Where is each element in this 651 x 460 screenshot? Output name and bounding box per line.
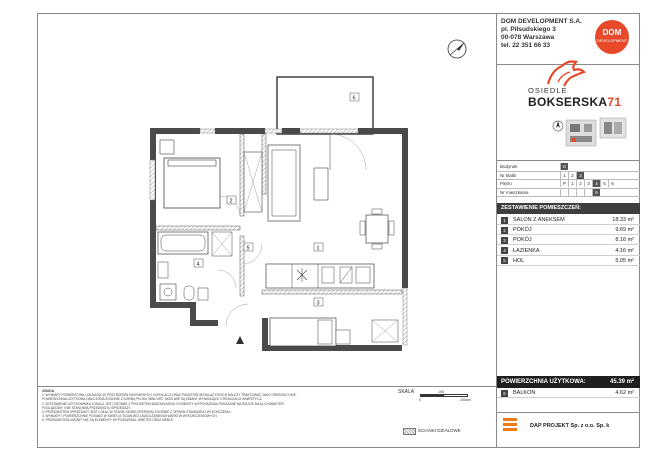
note-line: 3. PRZEDMIOTEM SPRZEDAŻY JEST LOKAL W STANIE DEWELOPERSKIM ZGODNIE Z OPISEM STANDARDU WYKOŃCZENIA. xyxy=(42,410,232,415)
info-cell: 5 xyxy=(600,180,608,187)
plan-label-2: 2 xyxy=(229,198,233,205)
room-name: BALKON xyxy=(513,390,536,396)
note-line: 5. PRZEDMIOTEM UMOWY NIE SĄ ELEMENTY WYPOSAŻENIA, WNĘTRZ ORAZ MEBLE. xyxy=(42,418,174,423)
info-row xyxy=(497,172,640,181)
walls-swatch xyxy=(403,428,416,435)
company-street: pl. Piłsudskiego 3 xyxy=(501,26,556,33)
info-label: Budynek xyxy=(500,164,518,169)
entrance-arrow-icon xyxy=(236,336,244,344)
room-name: POKÓJ xyxy=(513,237,532,244)
room-area: 8.16 m² xyxy=(615,237,634,244)
room-number: 3 xyxy=(501,237,508,244)
note-line: 2. ZESTAWIENIE UŻYTKOWNIKA LOKALU JEST ZGODNE Z PROJEKTEM BUDOWLANYM. ELEMENTY WYPOSAŻENIA POKAZANE NA RZUCIE MAJĄ CHARAKTER xyxy=(42,401,284,406)
info-cell: 6 xyxy=(608,180,616,187)
room-area: 4.62 m² xyxy=(615,390,634,396)
room-number: 4 xyxy=(501,247,508,254)
usable-area-value: 45.39 m² xyxy=(609,379,634,385)
notes-title: UWAGA xyxy=(42,389,55,393)
scale-mark: 0 xyxy=(419,398,421,402)
project-prefix: OSIEDLE xyxy=(528,86,568,95)
info-cell: 1 xyxy=(568,180,576,187)
note-line: 4. WYMIARY I POWIERZCHNIE PODANO W ŚWIETLE ŚCIAN BEZ UWZGLĘDNIENIA WARSTW WYKOŃCZENIOWYCH. xyxy=(42,414,218,419)
company-info xyxy=(501,18,582,50)
info-cell: 1 xyxy=(560,172,568,179)
info-row xyxy=(497,163,640,172)
horse-logo-icon xyxy=(540,56,590,88)
architect-name: DAP PROJEKT Sp. z o.o. Sp. k xyxy=(530,423,610,429)
plan-label-4: 4 xyxy=(196,261,200,268)
walls-legend: ŚCIANKI DZIAŁOWE xyxy=(418,428,461,433)
room-area: 4.16 m² xyxy=(615,247,634,254)
room-number: 5 xyxy=(501,257,508,264)
info-cell: 2 xyxy=(576,180,584,187)
info-cell: 4 xyxy=(592,180,600,187)
room-area: 18.33 m² xyxy=(612,217,634,223)
company-name: DOM DEVELOPMENT S.A. xyxy=(501,18,582,25)
scale-mark: 200cm xyxy=(460,398,471,402)
room-number: 6 xyxy=(501,390,508,397)
plan-label-5: 5 xyxy=(246,245,250,252)
divider xyxy=(496,160,640,161)
room-name: SALON Z ANEKSEM xyxy=(513,217,565,223)
info-cell xyxy=(560,189,568,196)
room-number: 1 xyxy=(501,217,508,224)
info-row xyxy=(497,189,640,198)
info-table xyxy=(497,163,640,197)
balcony-outline xyxy=(277,77,373,134)
room-row xyxy=(497,246,640,256)
room-number: 2 xyxy=(501,227,508,234)
info-cell: P xyxy=(560,180,568,187)
dom-logo-text: DOM xyxy=(602,28,622,37)
plan-label-3: 3 xyxy=(316,300,320,307)
notes-block xyxy=(42,389,372,423)
room-row xyxy=(497,235,640,245)
room-row xyxy=(497,225,640,235)
room-name: POKÓJ xyxy=(513,227,532,234)
dom-logo-sub: DEVELOPMENT xyxy=(596,38,628,43)
rooms-title: ZESTAWIENIE POMIESZCZEŃ: xyxy=(497,203,640,214)
room-row xyxy=(497,256,640,266)
room-area: 9.69 m² xyxy=(615,227,634,234)
company-city: 00-078 Warszawa xyxy=(501,34,555,41)
info-cell: 6 xyxy=(592,189,600,196)
note-line: POWIERZCHNIA UŻYTKOWA OBLICZONA ZGODNIE Z NORMĄ PN-ISO 9836:1997. MOŻLIWE SĄ ZMIANY WYNIKAJĄCE Z REALIZACJI INWESTYCJI. xyxy=(42,397,263,402)
info-cell: 3 xyxy=(584,180,592,187)
room-row xyxy=(497,215,640,225)
note-line: POGLĄDOWY I NIE STANOWIĄ PRZEDMIOTU SPRZEDAŻY. xyxy=(42,405,131,410)
usable-area-label: POWIERZCHNIA UŻYTKOWA: xyxy=(501,379,586,385)
plan-label-6: 6 xyxy=(352,95,356,102)
project-name: BOKSERSKA xyxy=(528,95,608,109)
scale-bar xyxy=(420,394,468,397)
info-row xyxy=(497,180,640,189)
info-cell: 2 xyxy=(568,172,576,179)
dom-logo xyxy=(595,20,629,54)
info-label: Nr mieszkania xyxy=(500,189,529,195)
info-cell xyxy=(568,189,576,196)
info-label: Piętro xyxy=(500,181,512,187)
room-name: HOL xyxy=(513,257,525,264)
usable-area xyxy=(497,376,640,388)
project-title xyxy=(528,95,621,109)
info-cell: 3 xyxy=(576,172,584,179)
balcony-row xyxy=(497,388,640,398)
divider xyxy=(496,412,640,413)
room-area: 5.05 m² xyxy=(615,257,634,264)
project-number: 71 xyxy=(607,95,622,109)
plan-label-1: 1 xyxy=(316,245,320,252)
dap-logo-icon xyxy=(503,418,517,432)
site-map-thumbnail xyxy=(550,112,638,160)
scale-mark: 100 xyxy=(438,390,444,394)
info-cell: G xyxy=(560,163,568,170)
info-label: Nr klatki xyxy=(500,172,517,178)
info-cell xyxy=(584,189,592,196)
company-phone: tel. 22 351 66 33 xyxy=(501,42,551,49)
info-cell xyxy=(576,189,584,196)
note-line: 1. WYMIARY POWIERZCHNI LOKALIZACJĘ PRZYBORÓW SANITARNYCH, INSTALACJI ORAZ PUNKTÓW INSTALACYJNYCH NALEŻY TRAKTOWAĆ JAKO ORIENTACYJNE. xyxy=(42,393,297,398)
room-name: ŁAZIENKA xyxy=(513,247,540,254)
scale-label: SKALA xyxy=(398,389,415,395)
